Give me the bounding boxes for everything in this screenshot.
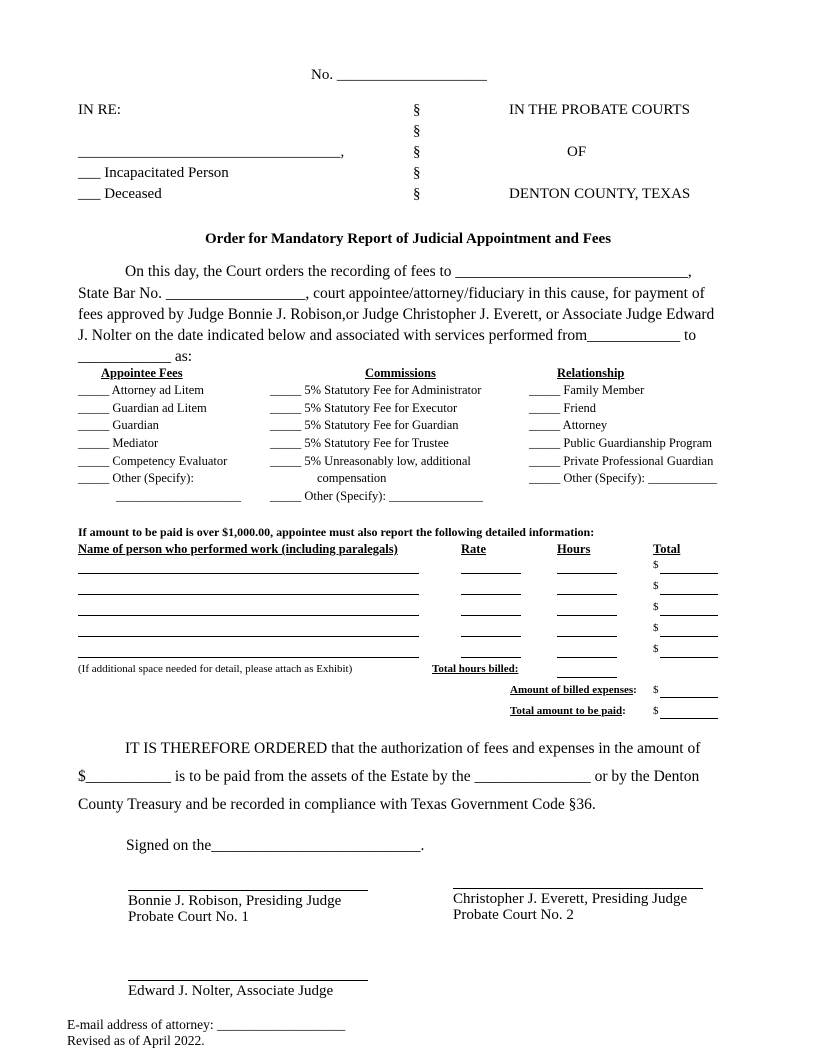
party-name-blank[interactable]: ___________________________________, (78, 144, 345, 160)
commission-compensation-text: compensation (317, 471, 387, 485)
total-line[interactable] (660, 594, 718, 595)
dollar-sign: $ (653, 684, 659, 696)
billed-expenses-line[interactable] (660, 697, 718, 698)
dollar-sign: $ (653, 622, 659, 634)
court-name: IN THE PROBATE COURTS (509, 102, 690, 118)
name-line[interactable] (78, 657, 419, 658)
commission-other[interactable]: _____ Other (Specify): _______________ (270, 489, 483, 503)
fee-other[interactable]: _____ Other (Specify): (78, 471, 194, 485)
judge2-court: Probate Court No. 2 (453, 907, 574, 923)
total-line[interactable] (660, 615, 718, 616)
col-hours-header: Hours (557, 542, 591, 556)
commission-trustee[interactable]: _____ 5% Statutory Fee for Trustee (270, 436, 449, 450)
rate-line[interactable] (461, 573, 521, 574)
dollar-sign: $ (653, 580, 659, 592)
dollar-sign: $ (653, 643, 659, 655)
intro-line-1[interactable]: On this day, the Court orders the recording of fees to ______________________________, (125, 263, 692, 280)
section-mark: § (413, 186, 421, 202)
attach-note: (If additional space needed for detail, please attach as Exhibit) (78, 663, 353, 675)
judge3-name: Edward J. Nolter, Associate Judge (128, 983, 334, 999)
colon: : (633, 684, 637, 696)
fee-other-blank[interactable]: ____________________ (116, 489, 241, 503)
judge3-signature-line[interactable] (128, 980, 368, 981)
fee-competency-evaluator[interactable]: _____ Competency Evaluator (78, 454, 228, 468)
hours-line[interactable] (557, 636, 617, 637)
colon: : (622, 705, 626, 717)
judge1-court: Probate Court No. 1 (128, 909, 249, 925)
order-line-2[interactable]: $___________ is to be paid from the assets of the Estate by the _______________ or by the Denton (78, 768, 700, 785)
in-re-label: IN RE: (78, 102, 121, 118)
incapacitated-person-checkbox[interactable]: ___ Incapacitated Person (78, 165, 229, 181)
relationship-attorney[interactable]: _____ Attorney (529, 418, 608, 432)
dollar-sign: $ (653, 559, 659, 571)
hours-line[interactable] (557, 573, 617, 574)
total-line[interactable] (660, 636, 718, 637)
commission-unreasonably-low[interactable]: _____ 5% Unreasonably low, additional (270, 454, 471, 468)
dollar-sign: $ (653, 705, 659, 717)
hours-line[interactable] (557, 657, 617, 658)
col-name-header: Name of person who performed work (including paralegals) (78, 542, 398, 556)
intro-line-2[interactable]: State Bar No. __________________, court appointee/attorney/fiduciary in this cause, for payment of (78, 285, 705, 302)
commission-executor[interactable]: _____ 5% Statutory Fee for Executor (270, 401, 458, 415)
commissions-heading: Commissions (365, 366, 436, 380)
fee-guardian[interactable]: _____ Guardian (78, 418, 159, 432)
commission-administrator[interactable]: _____ 5% Statutory Fee for Administrator (270, 383, 482, 397)
intro-line-5[interactable]: ____________ as: (78, 348, 193, 365)
deceased-checkbox[interactable]: ___ Deceased (78, 186, 162, 202)
col-rate-header: Rate (461, 542, 486, 556)
dollar-sign: $ (653, 601, 659, 613)
total-line[interactable] (660, 573, 718, 574)
relationship-heading: Relationship (557, 366, 625, 380)
section-mark: § (413, 102, 421, 118)
hours-line[interactable] (557, 615, 617, 616)
total-paid-line[interactable] (660, 718, 718, 719)
hours-line[interactable] (557, 594, 617, 595)
name-line[interactable] (78, 573, 419, 574)
relationship-other[interactable]: _____ Other (Specify): ___________ (529, 471, 717, 485)
appointee-fees-heading: Appointee Fees (101, 366, 183, 380)
revised-date: Revised as of April 2022. (67, 1033, 205, 1048)
court-of: OF (567, 144, 587, 160)
billed-expenses-label: Amount of billed expenses (510, 684, 634, 696)
rate-line[interactable] (461, 657, 521, 658)
relationship-family-member[interactable]: _____ Family Member (529, 383, 645, 397)
name-line[interactable] (78, 594, 419, 595)
total-hours-label: Total hours billed: (432, 663, 519, 675)
detail-notice: If amount to be paid is over $1,000.00, appointee must also report the following detailed information: (78, 525, 595, 539)
section-mark: § (413, 165, 421, 181)
fee-attorney-ad-litem[interactable]: _____ Attorney ad Litem (78, 383, 205, 397)
col-total-header: Total (653, 542, 681, 556)
section-mark: § (413, 123, 421, 139)
rate-line[interactable] (461, 636, 521, 637)
order-line-1: IT IS THEREFORE ORDERED that the authorization of fees and expenses in the amount of (125, 740, 701, 757)
intro-line-4[interactable]: J. Nolter on the date indicated below and associated with services performed from____________ to (78, 327, 697, 344)
rate-line[interactable] (461, 594, 521, 595)
fee-guardian-ad-litem[interactable]: _____ Guardian ad Litem (78, 401, 207, 415)
relationship-public-guardianship[interactable]: _____ Public Guardianship Program (529, 436, 712, 450)
judge2-name: Christopher J. Everett, Presiding Judge (453, 891, 688, 907)
rate-line[interactable] (461, 615, 521, 616)
relationship-friend[interactable]: _____ Friend (529, 401, 597, 415)
case-number[interactable]: No. ____________________ (311, 67, 487, 83)
commission-guardian[interactable]: _____ 5% Statutory Fee for Guardian (270, 418, 459, 432)
intro-line-3: fees approved by Judge Bonnie J. Robison,or Judge Christopher J. Everett, or Associate Judge Edward (78, 306, 715, 323)
signed-on-line[interactable]: Signed on the___________________________. (126, 837, 425, 854)
total-hours-line[interactable] (557, 677, 617, 678)
judge1-signature-line[interactable] (128, 890, 368, 891)
total-line[interactable] (660, 657, 718, 658)
billed-expenses-row (510, 684, 637, 696)
order-line-3: County Treasury and be recorded in compliance with Texas Government Code §36. (78, 796, 596, 813)
relationship-private-guardian[interactable]: _____ Private Professional Guardian (529, 454, 714, 468)
total-paid-row (510, 705, 626, 717)
name-line[interactable] (78, 636, 419, 637)
total-paid-label: Total amount to be paid (510, 705, 623, 717)
name-line[interactable] (78, 615, 419, 616)
document-title: Order for Mandatory Report of Judicial Appointment and Fees (204, 231, 612, 247)
judge1-name: Bonnie J. Robison, Presiding Judge (128, 893, 342, 909)
fee-mediator[interactable]: _____ Mediator (78, 436, 159, 450)
judge2-signature-line[interactable] (453, 888, 703, 889)
section-mark: § (413, 144, 421, 160)
attorney-email[interactable]: E-mail address of attorney: ___________________ (67, 1017, 346, 1032)
court-county: DENTON COUNTY, TEXAS (509, 186, 691, 202)
